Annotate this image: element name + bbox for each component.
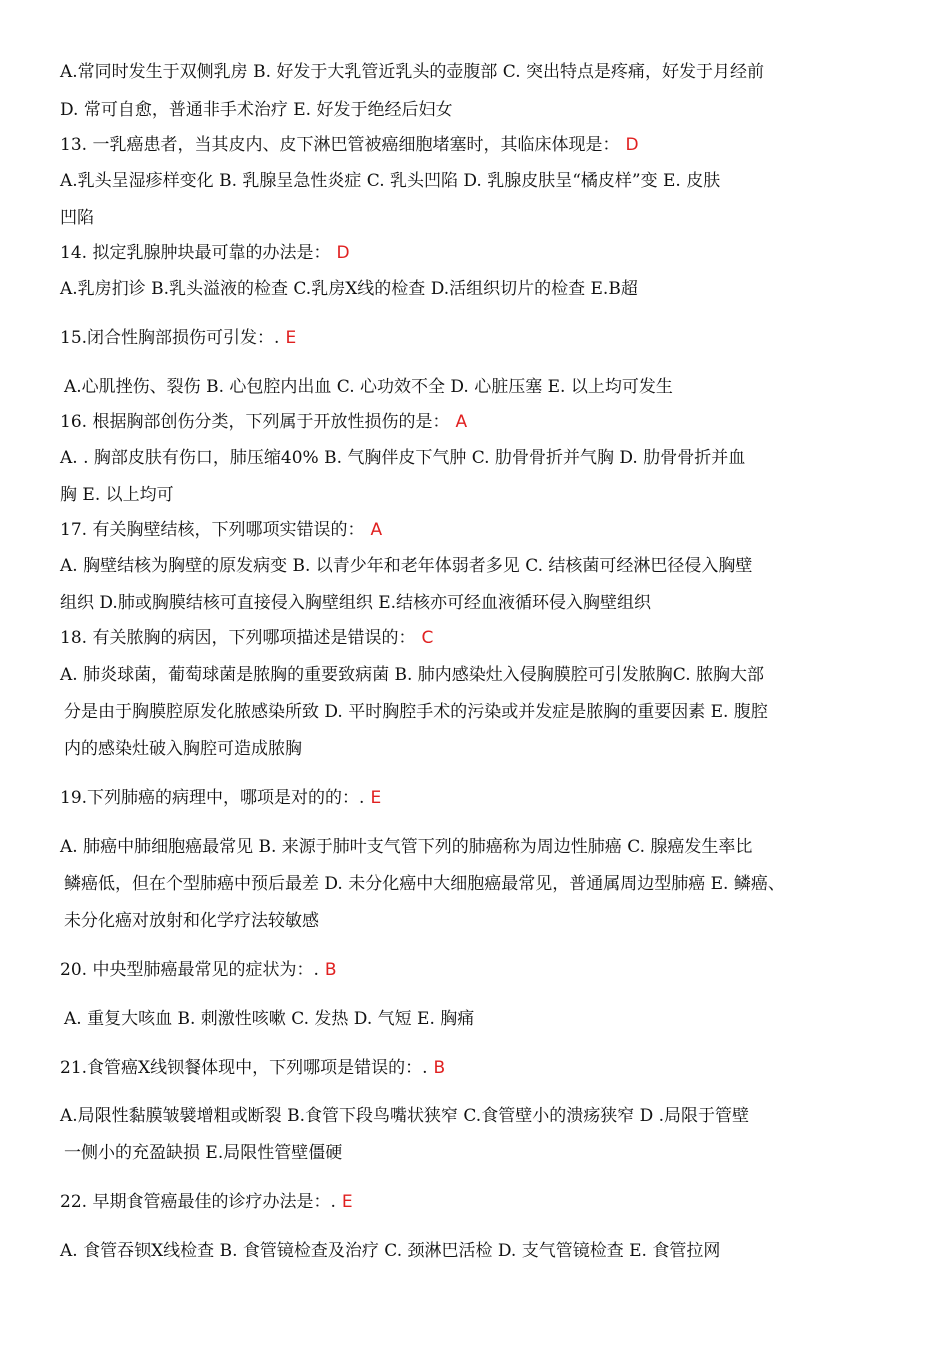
answer-18: C: [421, 628, 434, 648]
option-line: A. 肺炎球菌，葡萄球菌是脓胸的重要致病菌 B. 肺内感染灶入侵胸膜腔可引发脓胸C. 脓胸大部: [60, 665, 764, 685]
question-13: 13. 一乳癌患者，当其皮内、皮下淋巴管被癌细胞堵塞时，其临床体现是： D: [60, 135, 639, 155]
answer-19: E: [370, 788, 382, 808]
option-line: 组织 D.肺或胸膜结核可直接侵入胸壁组织 E.结核亦可经血液循环侵入胸壁组织: [60, 593, 652, 613]
option-line: 一侧小的充盈缺损 E.局限性管壁僵硬: [64, 1143, 343, 1163]
question-15: 15.闭合性胸部损伤可引发：. E: [60, 328, 297, 348]
option-line: A.心肌挫伤、裂伤 B. 心包腔内出血 C. 心功效不全 D. 心脏压塞 E. 以上均可发生: [64, 377, 673, 397]
option-line: 内的感染灶破入胸腔可造成脓胸: [64, 739, 302, 759]
question-18: 18. 有关脓胸的病因，下列哪项描述是错误的： C: [60, 628, 434, 648]
answer-20: B: [324, 960, 337, 980]
option-line: A. . 胸部皮肤有伤口，肺压缩40% B. 气胸伴皮下气肿 C. 肋骨骨折并气胸 D. 肋骨骨折并血: [60, 448, 746, 468]
answer-15: E: [285, 328, 297, 348]
question-20: 20. 中央型肺癌最常见的症状为：. B: [60, 960, 337, 980]
option-line: A.乳房扪诊 B.乳头溢液的检查 C.乳房X线的检查 D.活组织切片的检查 E.B超: [60, 279, 638, 299]
question-16: 16. 根据胸部创伤分类，下列属于开放性损伤的是： A: [60, 412, 468, 432]
question-14: 14. 拟定乳腺肿块最可靠的办法是： D: [60, 243, 350, 263]
question-17: 17. 有关胸壁结核，下列哪项实错误的： A: [60, 520, 383, 540]
question-22: 22. 早期食管癌最佳的诊疗办法是：. E: [60, 1192, 353, 1212]
answer-13: D: [625, 135, 639, 155]
option-line: 凹陷: [60, 208, 94, 228]
option-line: A. 重复大咳血 B. 刺激性咳嗽 C. 发热 D. 气短 E. 胸痛: [64, 1009, 475, 1029]
answer-17: A: [370, 520, 383, 540]
option-line: A. 肺癌中肺细胞癌最常见 B. 来源于肺叶支气管下列的肺癌称为周边性肺癌 C. 腺癌发生率比: [60, 837, 753, 857]
option-line: A. 食管吞钡X线检查 B. 食管镜检查及治疗 C. 颈淋巴活检 D. 支气管镜检查 E. 食管拉网: [60, 1241, 721, 1261]
option-line: A. 胸壁结核为胸壁的原发病变 B. 以青少年和老年体弱者多见 C. 结核菌可经淋巴径侵入胸壁: [60, 556, 753, 576]
answer-16: A: [455, 412, 468, 432]
answer-14: D: [336, 243, 350, 263]
option-line: D. 常可自愈，普通非手术治疗 E. 好发于绝经后妇女: [60, 100, 453, 120]
question-21: 21.食管癌X线钡餐体现中，下列哪项是错误的：. B: [60, 1058, 446, 1078]
option-line: 胸 E. 以上均可: [60, 485, 174, 505]
question-19: 19.下列肺癌的病理中，哪项是对的的：. E: [60, 788, 382, 808]
option-line: A.常同时发生于双侧乳房 B. 好发于大乳管近乳头的壶腹部 C. 突出特点是疼痛，好发于月经前: [60, 62, 764, 82]
answer-22: E: [341, 1192, 353, 1212]
option-line: 未分化癌对放射和化学疗法较敏感: [64, 911, 319, 931]
answer-21: B: [433, 1058, 446, 1078]
option-line: A.乳头呈湿疹样变化 B. 乳腺呈急性炎症 C. 乳头凹陷 D. 乳腺皮肤呈“橘皮样”变 E. 皮肤: [60, 171, 721, 191]
option-line: 鳞癌低，但在个型肺癌中预后最差 D. 未分化癌中大细胞癌最常见，普通属周边型肺癌 E. 鳞癌、: [64, 874, 785, 894]
option-line: A.局限性黏膜皱襞增粗或断裂 B.食管下段鸟嘴状狭窄 C.食管壁小的溃疡狭窄 D .局限于管壁: [60, 1106, 750, 1126]
option-line: 分是由于胸膜腔原发化脓感染所致 D. 平时胸腔手术的污染或并发症是脓胸的重要因素 E. 腹腔: [64, 702, 768, 722]
